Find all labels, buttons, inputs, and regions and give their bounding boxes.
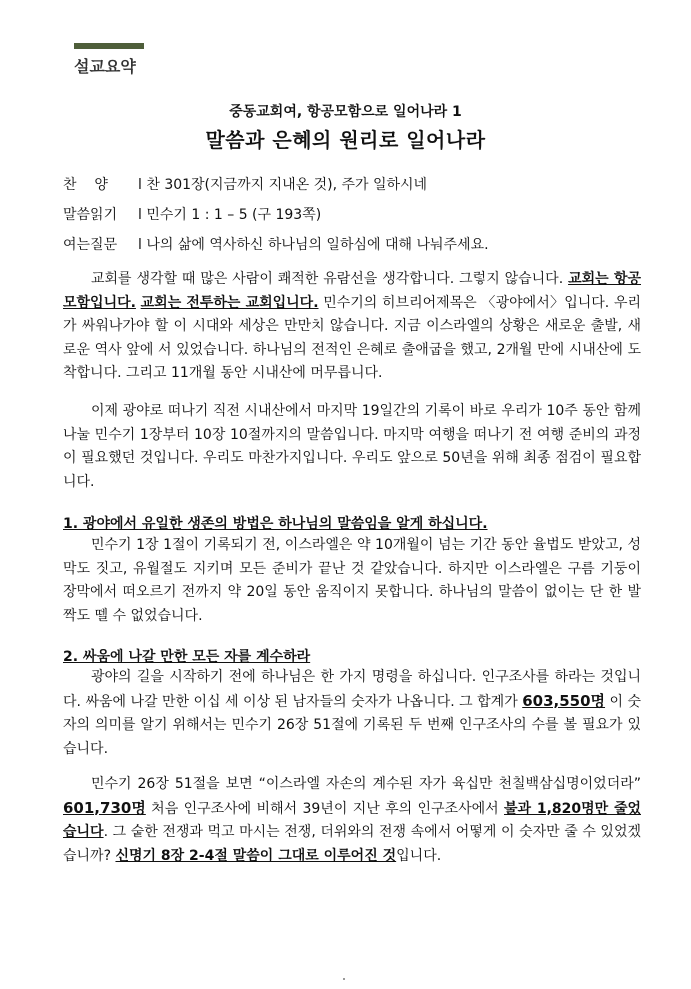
question-line bbox=[63, 234, 489, 254]
sermon-subtitle: 중동교회여, 항공모함으로 일어나라 1 bbox=[229, 104, 462, 120]
census-text-continued: 이 숫자의 의미를 알기 위해서는 민수기 26장 51절에 기록된 두 번째 인구조사의 수를 볼 필요가 있습니다. bbox=[63, 693, 642, 757]
emphasis-deuteronomy: 신명기 8장 2-4절 말씀이 그대로 이루어진 것 bbox=[115, 847, 397, 864]
intro-text: 교회를 생각할 때 많은 사람이 쾌적한 유람선을 생각합니다. 그렇지 않습니다. bbox=[91, 271, 564, 287]
section-2-heading: 2. 싸움에 나갈 만한 모든 자를 계수하라 bbox=[63, 649, 311, 665]
section-2-paragraph-1 bbox=[63, 666, 641, 761]
census-text: 광야의 길을 시작하기 전에 하나님은 한 가지 명령을 하십니다. 인구조사를 하라는 것입니다. 싸움에 나갈 만한 이십 세 이상 된 남자들의 숫자가 나옵니다. 그 합계가 bbox=[63, 669, 641, 710]
war-text: . 그 숱한 전쟁과 먹고 마시는 전쟁, 더위와의 전쟁 속에서 어떻게 이 숫자만 줄 수 있었겠습니까? bbox=[63, 824, 641, 864]
hymn-value: l 찬 301장(지금까지 지내온 것), 주가 일하시네 bbox=[138, 177, 428, 193]
sermon-title: 말씀과 은혜의 원리로 일어나라 bbox=[205, 128, 486, 152]
logo-text: 설교요약 bbox=[74, 57, 136, 76]
reading-label: 말씀읽기 bbox=[63, 207, 118, 223]
hymn-line bbox=[63, 174, 427, 194]
reading-value: l 민수기 1 : 1 – 5 (구 193쪽) bbox=[138, 207, 322, 223]
question-label: 여는질문 bbox=[63, 237, 118, 253]
comparison-text: 처음 인구조사에 비해서 39년이 지난 후의 인구조사에서 bbox=[151, 800, 499, 817]
census-total-1: 603,550명 bbox=[522, 691, 606, 710]
section-2-paragraph-2 bbox=[63, 773, 641, 868]
emphasis-decrease: 불과 1,820명만 줄었습니다 bbox=[63, 800, 641, 840]
question-value: l 나의 삶에 역사하신 하나님의 일하심에 대해 나눠주세요. bbox=[138, 237, 489, 253]
intro-paragraph-1 bbox=[63, 268, 641, 386]
section-1-paragraph: 민수기 1장 1절이 기록되기 전, 이스라엘은 약 10개월이 넘는 기간 동안 율법도 받았고, 성막도 짓고, 유월절도 지키며 모든 준비가 끝난 것 같았습니다. 하지만 이스라엘은 구름 기둥이 장막에서 떠오르기 전까지 약 20일 동안 움직이지 못합니다. 하나님의 말씀이 없이는 단 한 발짝도 뗄 수 없었습니다. bbox=[63, 537, 642, 624]
emphasis-battle-church: 교회는 전투하는 교회입니다. bbox=[140, 294, 319, 311]
logo-bar bbox=[74, 43, 144, 49]
hymn-label: 찬 양 bbox=[63, 177, 108, 193]
reading-line bbox=[63, 204, 321, 224]
intro-paragraph-2: 이제 광야로 떠나기 직전 시내산에서 마지막 19일간의 기록이 바로 우리가 10주 동안 함께 나눌 민수기 1장부터 10장 10절까지의 말씀입니다. 마지막 여행을 떠나기 전 여행 준비의 과정이 필요했던 것입니다. 우리도 마찬가지입니다. 우리도 앞으로 50년을 위해 최종 점검이 필요합니다. bbox=[63, 403, 641, 490]
intro-text-continued: 민수기의 히브리어제목은 〈광야에서〉입니다. 우리가 싸워나가야 할 이 시대와 세상은 만만치 않습니다. 지금 이스라엘의 상황은 새로운 출발, 새로운 역사 앞에 서 있었습니다. 하나님의 전적인 은혜로 출애굽을 했고, 2개월 만에 시내산에 도착합니다. 그리고 11개월 동안 시내산에 머무릅니다. bbox=[63, 294, 641, 381]
page-mark bbox=[343, 978, 345, 980]
second-census-text: 민수기 26장 51절을 보면 “이스라엘 자손의 계수된 자가 육십만 천칠백삼십명이었더라” bbox=[91, 776, 641, 792]
section-1-heading: 1. 광야에서 유일한 생존의 방법은 하나님의 말씀임을 알게 하십니다. bbox=[63, 516, 488, 532]
census-total-2: 601,730명 bbox=[63, 798, 146, 817]
emphasis-aircraft-carrier: 교회는 항공모함입니다. bbox=[63, 271, 641, 311]
closing-text: 입니다. bbox=[396, 847, 442, 864]
